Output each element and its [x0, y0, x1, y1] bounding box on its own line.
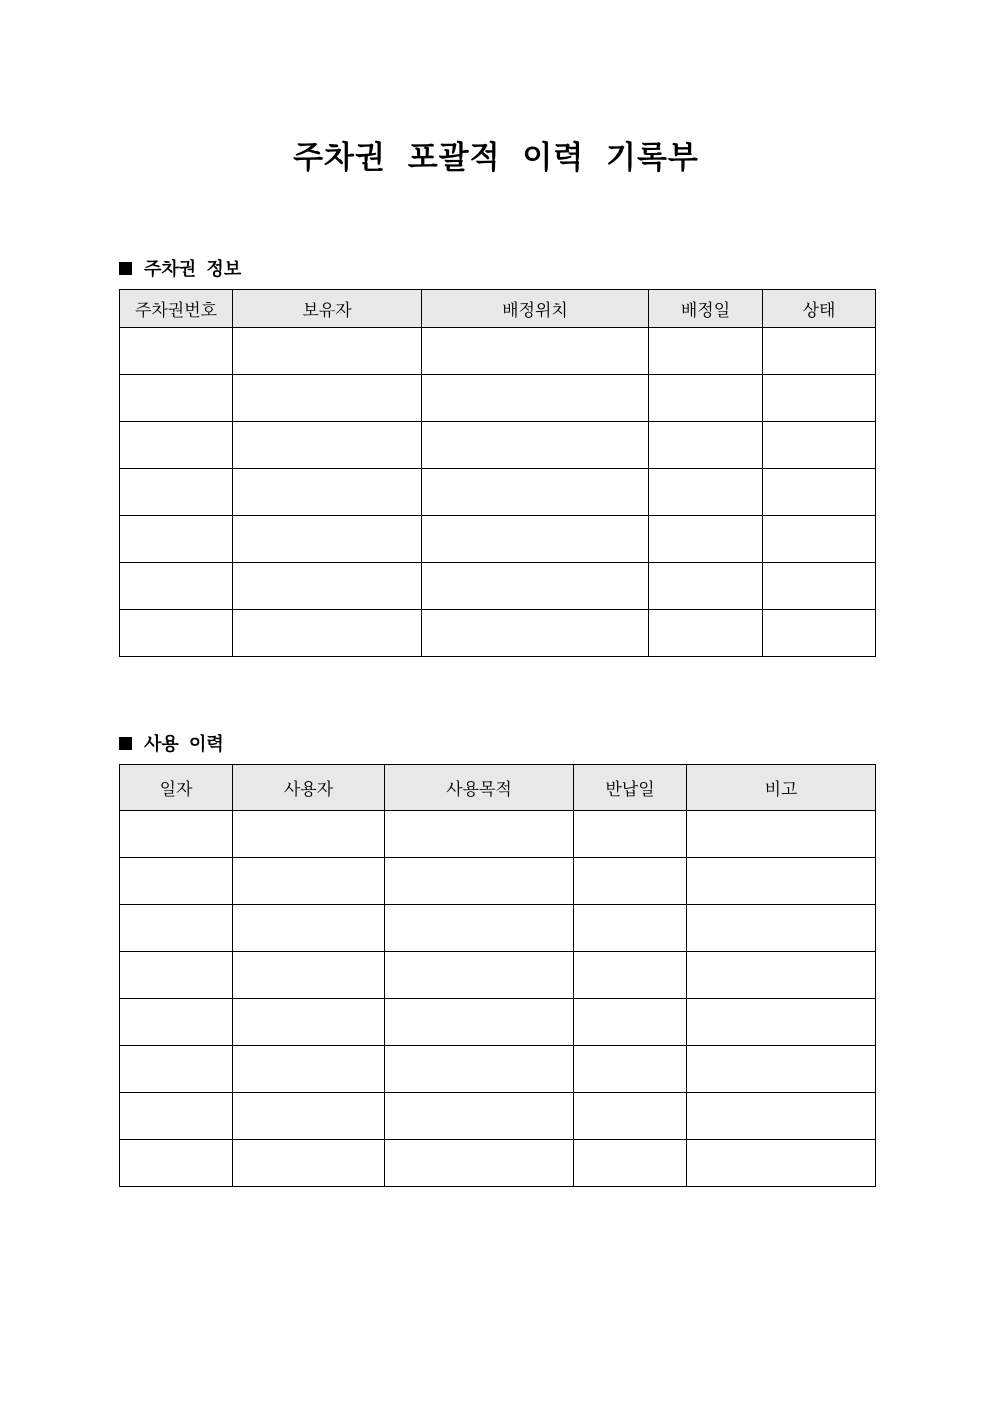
usage-history-cell[interactable] [574, 905, 687, 952]
usage-history-cell[interactable] [574, 999, 687, 1046]
ticket-info-cell[interactable] [763, 375, 876, 422]
usage-history-cell[interactable] [120, 1046, 233, 1093]
column-header-purpose: 사용목적 [385, 765, 574, 811]
usage-history-cell[interactable] [687, 905, 876, 952]
usage-history-cell[interactable] [120, 905, 233, 952]
usage-history-cell[interactable] [120, 1140, 233, 1187]
ticket-info-cell[interactable] [422, 610, 649, 657]
usage-history-header-row [120, 765, 876, 811]
ticket-info-heading [119, 255, 241, 281]
ticket-info-cell[interactable] [763, 328, 876, 375]
ticket-info-cell[interactable] [233, 563, 422, 610]
ticket-info-cell[interactable] [649, 328, 763, 375]
usage-history-cell[interactable] [233, 1093, 385, 1140]
table-row [120, 1140, 876, 1187]
usage-history-cell[interactable] [687, 858, 876, 905]
ticket-info-cell[interactable] [649, 375, 763, 422]
ticket-info-cell[interactable] [763, 469, 876, 516]
table-row [120, 1046, 876, 1093]
column-header-status: 상태 [763, 290, 876, 328]
column-header-assigned-date: 배정일 [649, 290, 763, 328]
usage-history-cell[interactable] [233, 905, 385, 952]
usage-history-cell[interactable] [385, 811, 574, 858]
ticket-info-cell[interactable] [422, 422, 649, 469]
table-row [120, 858, 876, 905]
usage-history-table [119, 764, 876, 1187]
ticket-info-cell[interactable] [763, 563, 876, 610]
ticket-info-header-row [120, 290, 876, 328]
ticket-info-cell[interactable] [233, 422, 422, 469]
table-row [120, 563, 876, 610]
usage-history-cell[interactable] [687, 1140, 876, 1187]
ticket-info-cell[interactable] [233, 610, 422, 657]
square-bullet-icon [119, 262, 132, 275]
usage-history-cell[interactable] [233, 811, 385, 858]
usage-history-cell[interactable] [120, 999, 233, 1046]
table-row [120, 422, 876, 469]
usage-history-cell[interactable] [687, 1046, 876, 1093]
table-row [120, 516, 876, 563]
table-row [120, 375, 876, 422]
ticket-info-cell[interactable] [763, 422, 876, 469]
ticket-info-cell[interactable] [233, 516, 422, 563]
ticket-info-cell[interactable] [649, 469, 763, 516]
usage-history-cell[interactable] [687, 999, 876, 1046]
ticket-info-cell[interactable] [422, 469, 649, 516]
usage-history-cell[interactable] [687, 811, 876, 858]
table-row [120, 1093, 876, 1140]
ticket-info-heading-label: 주차권 정보 [144, 259, 242, 280]
usage-history-cell[interactable] [574, 858, 687, 905]
usage-history-cell[interactable] [233, 1046, 385, 1093]
usage-history-cell[interactable] [574, 1046, 687, 1093]
ticket-info-cell[interactable] [120, 375, 233, 422]
ticket-info-cell[interactable] [763, 610, 876, 657]
usage-history-cell[interactable] [233, 858, 385, 905]
usage-history-heading-label: 사용 이력 [144, 734, 224, 755]
ticket-info-cell[interactable] [422, 516, 649, 563]
usage-history-cell[interactable] [120, 858, 233, 905]
usage-history-cell[interactable] [574, 1140, 687, 1187]
usage-history-cell[interactable] [574, 952, 687, 999]
usage-history-cell[interactable] [574, 811, 687, 858]
usage-history-cell[interactable] [120, 811, 233, 858]
table-row [120, 952, 876, 999]
usage-history-cell[interactable] [120, 1093, 233, 1140]
ticket-info-cell[interactable] [120, 563, 233, 610]
ticket-info-cell[interactable] [649, 422, 763, 469]
usage-history-heading [119, 730, 224, 756]
ticket-info-cell[interactable] [649, 516, 763, 563]
usage-history-cell[interactable] [687, 1093, 876, 1140]
usage-history-cell[interactable] [385, 905, 574, 952]
ticket-info-cell[interactable] [120, 328, 233, 375]
ticket-info-table [119, 289, 876, 657]
column-header-return-date: 반납일 [574, 765, 687, 811]
square-bullet-icon [119, 737, 132, 750]
table-row [120, 905, 876, 952]
usage-history-cell[interactable] [574, 1093, 687, 1140]
usage-history-cell[interactable] [233, 999, 385, 1046]
ticket-info-cell[interactable] [120, 469, 233, 516]
usage-history-cell[interactable] [120, 952, 233, 999]
document-title: 주차권 포괄적 이력 기록부 [293, 140, 699, 176]
usage-history-cell[interactable] [385, 1046, 574, 1093]
column-header-remarks: 비고 [687, 765, 876, 811]
usage-history-cell[interactable] [385, 858, 574, 905]
usage-history-cell[interactable] [687, 952, 876, 999]
ticket-info-cell[interactable] [120, 610, 233, 657]
usage-history-cell[interactable] [385, 1093, 574, 1140]
ticket-info-cell[interactable] [120, 422, 233, 469]
table-row [120, 811, 876, 858]
table-row [120, 328, 876, 375]
table-row [120, 469, 876, 516]
ticket-info-cell[interactable] [422, 375, 649, 422]
ticket-info-cell[interactable] [233, 469, 422, 516]
table-row [120, 610, 876, 657]
ticket-info-cell[interactable] [233, 328, 422, 375]
ticket-info-cell[interactable] [422, 563, 649, 610]
column-header-assigned-location: 배정위치 [422, 290, 649, 328]
ticket-info-cell[interactable] [120, 516, 233, 563]
ticket-info-cell[interactable] [233, 375, 422, 422]
ticket-info-cell[interactable] [649, 610, 763, 657]
ticket-info-cell[interactable] [422, 328, 649, 375]
ticket-info-cell[interactable] [649, 563, 763, 610]
column-header-date: 일자 [120, 765, 233, 811]
usage-history-cell[interactable] [385, 952, 574, 999]
usage-history-cell[interactable] [385, 1140, 574, 1187]
column-header-user: 사용자 [233, 765, 385, 811]
column-header-ticket-number: 주차권번호 [120, 290, 233, 328]
usage-history-cell[interactable] [385, 999, 574, 1046]
usage-history-cell[interactable] [233, 952, 385, 999]
column-header-holder: 보유자 [233, 290, 422, 328]
ticket-info-cell[interactable] [763, 516, 876, 563]
table-row [120, 999, 876, 1046]
usage-history-cell[interactable] [233, 1140, 385, 1187]
